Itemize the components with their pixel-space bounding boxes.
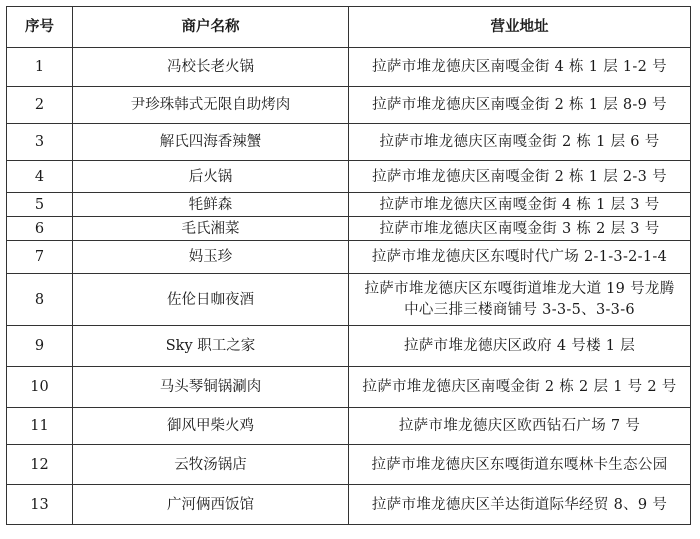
cell-name: 佐伦日咖夜酒 [73, 274, 349, 326]
header-no: 序号 [7, 7, 73, 48]
merchant-table [6, 6, 691, 525]
table-row [7, 367, 691, 408]
table-row [7, 124, 691, 161]
table-row [7, 485, 691, 525]
cell-address: 拉萨市堆龙德庆区东嘎街道堆龙大道 19 号龙腾中心三排三楼商铺号 3-3-5、3-3-6 [349, 274, 691, 326]
cell-no: 13 [7, 485, 73, 525]
table-row [7, 217, 691, 241]
cell-address: 拉萨市堆龙德庆区南嘎金街 2 栋 1 层 2-3 号 [349, 161, 691, 193]
header-merchant-name: 商户名称 [73, 7, 349, 48]
cell-address: 拉萨市堆龙德庆区南嘎金街 4 栋 1 层 1-2 号 [349, 48, 691, 87]
cell-address: 拉萨市堆龙德庆区南嘎金街 2 栋 1 层 8-9 号 [349, 87, 691, 124]
cell-no: 1 [7, 48, 73, 87]
cell-no: 7 [7, 241, 73, 274]
table-row [7, 48, 691, 87]
cell-name: 云牧汤锅店 [73, 445, 349, 485]
header-address: 营业地址 [349, 7, 691, 48]
cell-address: 拉萨市堆龙德庆区东嘎街道东嘎林卡生态公园 [349, 445, 691, 485]
cell-address: 拉萨市堆龙德庆区南嘎金街 2 栋 2 层 1 号 2 号 [349, 367, 691, 408]
cell-name: Sky 职工之家 [73, 326, 349, 367]
cell-name: 冯校长老火锅 [73, 48, 349, 87]
cell-no: 4 [7, 161, 73, 193]
table-row [7, 193, 691, 217]
cell-address: 拉萨市堆龙德庆区南嘎金街 3 栋 2 层 3 号 [349, 217, 691, 241]
table-row [7, 326, 691, 367]
cell-no: 3 [7, 124, 73, 161]
cell-name: 后火锅 [73, 161, 349, 193]
table-header-row [7, 7, 691, 48]
cell-address: 拉萨市堆龙德庆区东嘎时代广场 2-1-3-2-1-4 [349, 241, 691, 274]
table-row [7, 274, 691, 326]
cell-name: 广河俩西饭馆 [73, 485, 349, 525]
cell-name: 尹珍珠韩式无限自助烤肉 [73, 87, 349, 124]
table-row [7, 408, 691, 445]
table-row [7, 161, 691, 193]
cell-name: 毛氏湘菜 [73, 217, 349, 241]
cell-no: 11 [7, 408, 73, 445]
cell-address: 拉萨市堆龙德庆区南嘎金街 2 栋 1 层 6 号 [349, 124, 691, 161]
cell-name: 妈玉珍 [73, 241, 349, 274]
cell-name: 马头琴铜锅涮肉 [73, 367, 349, 408]
table-row [7, 87, 691, 124]
cell-no: 6 [7, 217, 73, 241]
cell-no: 12 [7, 445, 73, 485]
cell-name: 御风甲柴火鸡 [73, 408, 349, 445]
cell-no: 8 [7, 274, 73, 326]
cell-address: 拉萨市堆龙德庆区羊达街道际华经贸 8、9 号 [349, 485, 691, 525]
table-row [7, 445, 691, 485]
cell-address: 拉萨市堆龙德庆区欧西钻石广场 7 号 [349, 408, 691, 445]
table-row [7, 241, 691, 274]
cell-name: 解氏四海香辣蟹 [73, 124, 349, 161]
merchant-table-container [6, 6, 690, 525]
cell-name: 牦鲜森 [73, 193, 349, 217]
cell-no: 9 [7, 326, 73, 367]
cell-address: 拉萨市堆龙德庆区南嘎金街 4 栋 1 层 3 号 [349, 193, 691, 217]
cell-no: 5 [7, 193, 73, 217]
cell-no: 10 [7, 367, 73, 408]
cell-no: 2 [7, 87, 73, 124]
cell-address: 拉萨市堆龙德庆区政府 4 号楼 1 层 [349, 326, 691, 367]
